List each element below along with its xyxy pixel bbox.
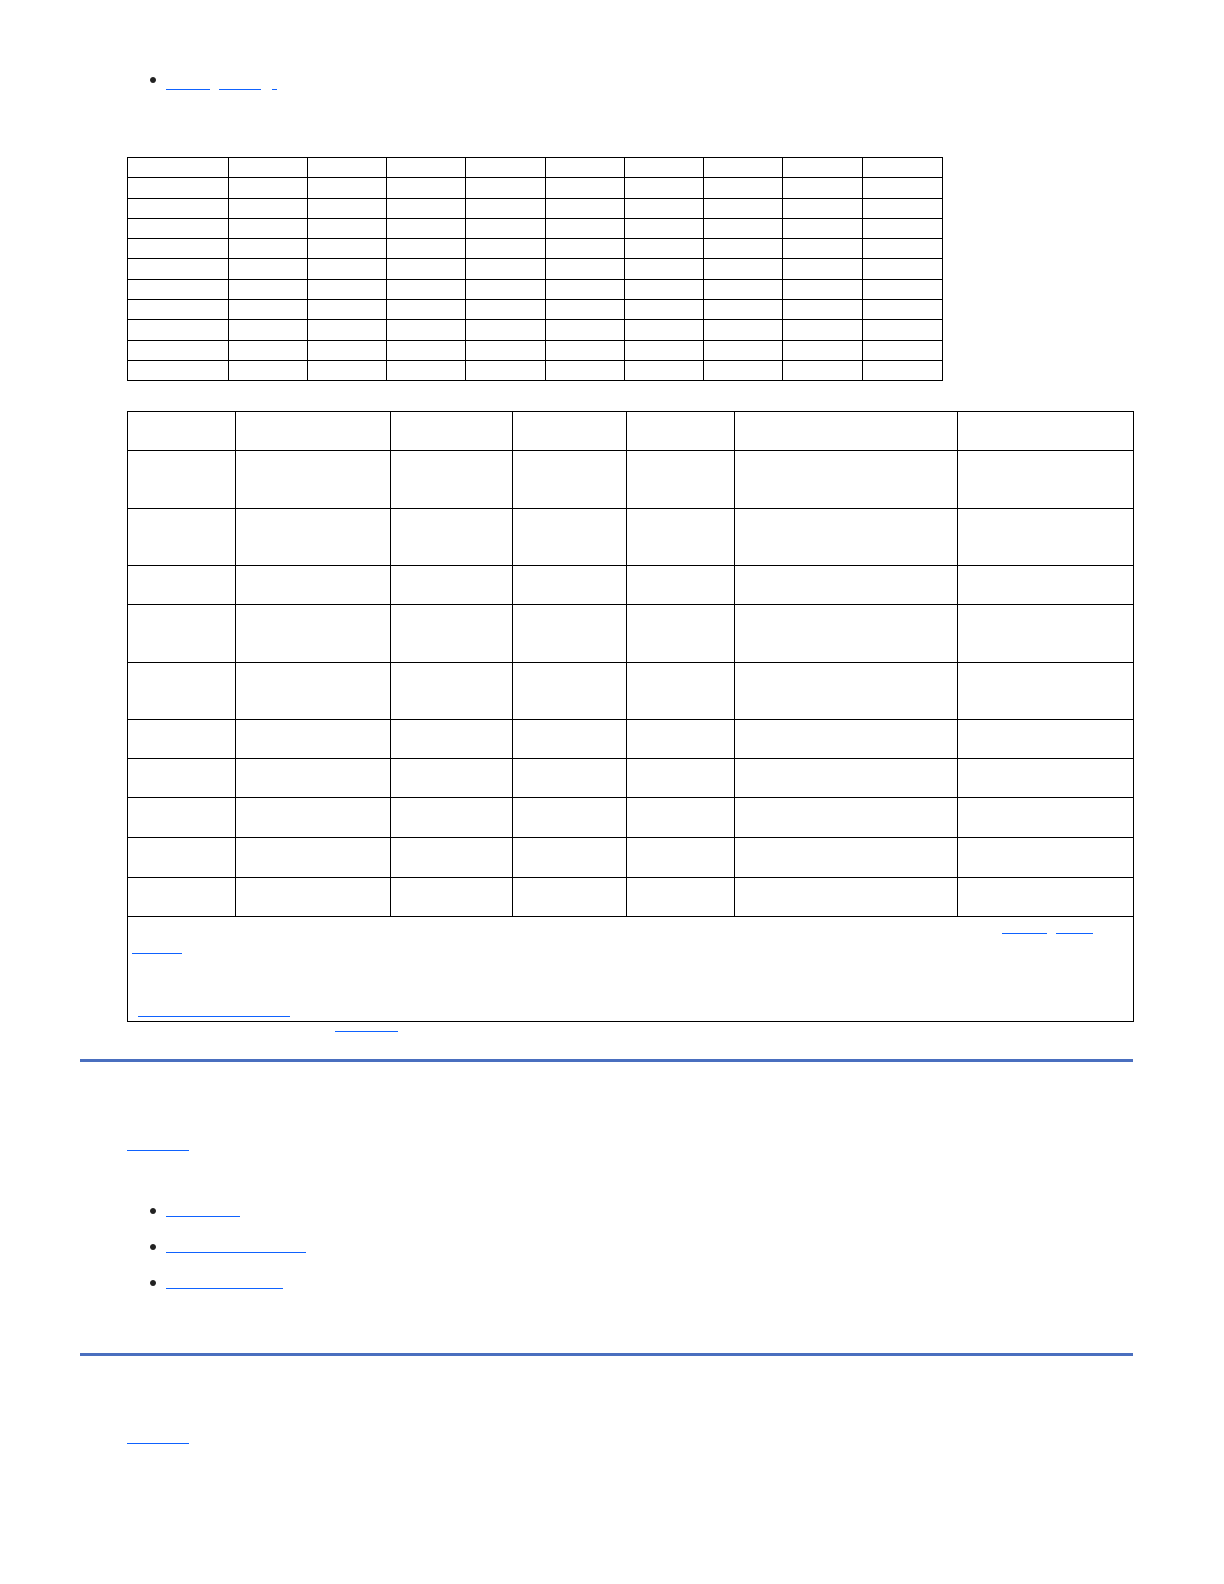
table-cell <box>783 158 863 178</box>
table-cell <box>128 605 236 663</box>
top-link-3[interactable] <box>272 75 277 90</box>
table-cell <box>735 605 958 663</box>
table-cell <box>958 798 1134 838</box>
table-cell <box>229 178 308 198</box>
table-cell <box>308 198 387 218</box>
table-cell <box>625 360 704 380</box>
table-row <box>128 300 943 320</box>
table-cell <box>863 360 943 380</box>
table-cell <box>229 279 308 299</box>
section2-heading-link[interactable] <box>127 1429 189 1444</box>
footnote-link-3[interactable] <box>132 939 182 954</box>
table-cell <box>466 300 546 320</box>
table-cell <box>704 259 783 279</box>
table-cell <box>735 566 958 605</box>
table-cell <box>783 178 863 198</box>
table-cell <box>466 178 546 198</box>
table-cell <box>958 509 1134 566</box>
table-cell <box>958 878 1134 917</box>
table-cell <box>128 158 229 178</box>
table-cell <box>863 259 943 279</box>
table-cell <box>627 798 735 838</box>
table-cell <box>466 158 546 178</box>
table-cell <box>513 605 627 663</box>
table-row <box>128 566 1134 605</box>
table-cell <box>229 320 308 340</box>
table-cell <box>513 663 627 720</box>
table-row <box>128 218 943 238</box>
table-cell <box>229 218 308 238</box>
table-header-cell <box>513 412 627 451</box>
table-row <box>128 509 1134 566</box>
table-row <box>128 360 943 380</box>
table-header-cell <box>236 412 391 451</box>
table-row <box>128 759 1134 798</box>
list-bullet <box>150 1244 156 1250</box>
table-cell <box>627 605 735 663</box>
table-cell <box>391 838 513 878</box>
table-cell <box>229 259 308 279</box>
table-cell <box>387 259 466 279</box>
table-cell <box>783 239 863 259</box>
table-cell <box>627 720 735 759</box>
table-cell <box>128 320 229 340</box>
table-cell <box>735 720 958 759</box>
table-header-cell <box>391 412 513 451</box>
table-cell <box>627 838 735 878</box>
table-row <box>128 720 1134 759</box>
section-divider <box>80 1059 1133 1062</box>
table-row <box>128 412 1134 451</box>
top-link-1[interactable] <box>166 75 210 90</box>
table-cell <box>236 566 391 605</box>
section1-list-link-3[interactable] <box>166 1274 283 1289</box>
table-cell <box>958 605 1134 663</box>
table-cell <box>863 158 943 178</box>
top-list-item <box>166 72 277 88</box>
table-cell <box>387 218 466 238</box>
table-cell <box>128 838 236 878</box>
table-cell <box>627 878 735 917</box>
table-cell <box>625 218 704 238</box>
table-cell <box>466 340 546 360</box>
table-cell <box>466 279 546 299</box>
table-cell <box>546 178 625 198</box>
table-cell <box>236 798 391 838</box>
table-cell <box>128 360 229 380</box>
table-cell <box>513 759 627 798</box>
table-footnote-row <box>128 917 1134 1022</box>
table-cell <box>513 838 627 878</box>
table-row <box>128 605 1134 663</box>
footnote-link-4[interactable] <box>138 1002 290 1017</box>
table-row <box>128 798 1134 838</box>
table-cell <box>128 279 229 299</box>
table-cell <box>128 878 236 917</box>
table-cell <box>735 451 958 509</box>
table-cell <box>236 838 391 878</box>
table-cell <box>387 178 466 198</box>
table-cell <box>236 878 391 917</box>
table-row <box>128 663 1134 720</box>
table-cell <box>863 178 943 198</box>
table-cell <box>308 320 387 340</box>
table-cell <box>128 218 229 238</box>
table-cell <box>783 279 863 299</box>
table-cell <box>863 218 943 238</box>
table-cell <box>627 663 735 720</box>
table-cell <box>625 340 704 360</box>
table-cell <box>863 320 943 340</box>
table-cell <box>466 320 546 340</box>
table-cell <box>735 838 958 878</box>
table-cell <box>546 300 625 320</box>
table-cell <box>229 239 308 259</box>
table-cell <box>863 279 943 299</box>
table-cell <box>391 878 513 917</box>
table-cell <box>229 158 308 178</box>
table-cell <box>863 340 943 360</box>
table-cell <box>546 259 625 279</box>
table-cell <box>783 218 863 238</box>
table-cell <box>735 798 958 838</box>
section-divider <box>80 1353 1133 1356</box>
table-cell <box>958 838 1134 878</box>
table-cell <box>627 566 735 605</box>
table-cell <box>391 566 513 605</box>
table-row <box>128 158 943 178</box>
table-cell <box>863 300 943 320</box>
top-link-2[interactable] <box>219 75 261 90</box>
table-row <box>128 259 943 279</box>
table-cell <box>387 320 466 340</box>
table-cell <box>128 178 229 198</box>
footnote-link-2[interactable] <box>1056 919 1093 934</box>
table-cell <box>391 605 513 663</box>
table-cell <box>391 798 513 838</box>
table-cell <box>625 300 704 320</box>
table-row <box>128 320 943 340</box>
table-cell <box>704 340 783 360</box>
table-cell <box>128 239 229 259</box>
table-cell <box>128 198 229 218</box>
table-cell <box>704 320 783 340</box>
table-cell <box>546 360 625 380</box>
table-cell <box>704 300 783 320</box>
table-cell <box>783 198 863 218</box>
table-cell <box>704 178 783 198</box>
table-cell <box>625 320 704 340</box>
table-cell <box>625 279 704 299</box>
table-cell <box>627 509 735 566</box>
table-cell <box>236 720 391 759</box>
footnote-link-1[interactable] <box>1002 919 1047 934</box>
table-cell <box>783 360 863 380</box>
table-cell <box>466 239 546 259</box>
table-header-cell <box>958 412 1134 451</box>
section1-heading-link[interactable] <box>127 1136 189 1151</box>
table-cell <box>128 259 229 279</box>
table-header-cell <box>627 412 735 451</box>
list-bullet <box>150 1280 156 1286</box>
table-row <box>128 340 943 360</box>
table-cell <box>128 759 236 798</box>
table-cell <box>513 509 627 566</box>
table-cell <box>236 759 391 798</box>
table-cell <box>387 158 466 178</box>
section1-list-link-2[interactable] <box>166 1238 306 1253</box>
table-cell <box>735 878 958 917</box>
table-cell <box>513 566 627 605</box>
data-table-2 <box>127 411 1134 1022</box>
table-cell <box>958 720 1134 759</box>
table-cell <box>128 509 236 566</box>
table-cell <box>958 663 1134 720</box>
table-cell <box>466 259 546 279</box>
table-cell <box>735 663 958 720</box>
table-cell <box>546 198 625 218</box>
table-cell <box>391 663 513 720</box>
table-cell <box>229 360 308 380</box>
table-header-cell <box>128 412 236 451</box>
table-cell <box>391 720 513 759</box>
table-cell <box>466 198 546 218</box>
table-cell <box>308 218 387 238</box>
table-cell <box>308 239 387 259</box>
table-cell <box>704 360 783 380</box>
list-bullet <box>150 77 156 83</box>
data-table-1 <box>127 157 943 381</box>
table-cell <box>308 340 387 360</box>
table-cell <box>308 158 387 178</box>
table-cell <box>513 720 627 759</box>
table-cell <box>735 509 958 566</box>
table-cell <box>783 320 863 340</box>
table-row <box>128 838 1134 878</box>
table-cell <box>387 300 466 320</box>
table-cell <box>128 566 236 605</box>
table-cell <box>391 451 513 509</box>
table-row <box>128 451 1134 509</box>
table-cell <box>546 279 625 299</box>
table-cell <box>513 878 627 917</box>
after-table-link[interactable] <box>335 1017 398 1032</box>
table-row <box>128 239 943 259</box>
table-cell <box>863 239 943 259</box>
table-cell <box>863 198 943 218</box>
table-row <box>128 178 943 198</box>
table-cell <box>387 198 466 218</box>
table-cell <box>783 300 863 320</box>
table-cell <box>236 663 391 720</box>
table-cell <box>625 239 704 259</box>
table-cell <box>958 451 1134 509</box>
table-cell <box>128 340 229 360</box>
table-cell <box>704 239 783 259</box>
table-cell <box>513 451 627 509</box>
table-cell <box>625 158 704 178</box>
table-cell <box>128 720 236 759</box>
table-cell <box>627 451 735 509</box>
table-cell <box>546 158 625 178</box>
table-cell <box>308 178 387 198</box>
table-cell <box>704 198 783 218</box>
table-cell <box>391 509 513 566</box>
section1-list-link-1[interactable] <box>166 1202 240 1217</box>
list-bullet <box>150 1208 156 1214</box>
table-cell <box>546 320 625 340</box>
table-cell <box>229 340 308 360</box>
table-cell <box>308 259 387 279</box>
table-cell <box>387 239 466 259</box>
table-cell <box>229 198 308 218</box>
table-cell <box>128 798 236 838</box>
table-cell <box>236 451 391 509</box>
table-cell <box>546 239 625 259</box>
table-cell <box>625 178 704 198</box>
table-header-cell <box>735 412 958 451</box>
table-cell <box>308 279 387 299</box>
table-cell <box>958 759 1134 798</box>
table-cell <box>387 340 466 360</box>
table-row <box>128 878 1134 917</box>
table-cell <box>308 360 387 380</box>
table-cell <box>236 509 391 566</box>
table-cell <box>625 259 704 279</box>
table-cell <box>704 158 783 178</box>
table-cell <box>229 300 308 320</box>
table-cell <box>128 300 229 320</box>
table-cell <box>466 360 546 380</box>
table-cell <box>513 798 627 838</box>
table-cell <box>466 218 546 238</box>
table-cell <box>546 218 625 238</box>
table-cell <box>783 259 863 279</box>
table-cell <box>128 451 236 509</box>
table-row <box>128 198 943 218</box>
table-cell <box>546 340 625 360</box>
table-cell <box>627 759 735 798</box>
table-cell <box>704 218 783 238</box>
table-cell <box>236 605 391 663</box>
table-cell <box>387 360 466 380</box>
table-cell <box>391 759 513 798</box>
table-cell <box>625 198 704 218</box>
table-cell <box>387 279 466 299</box>
table-footnote-cell <box>128 917 1134 1022</box>
table-cell <box>128 663 236 720</box>
table-cell <box>958 566 1134 605</box>
table-row <box>128 279 943 299</box>
table-cell <box>704 279 783 299</box>
table-cell <box>735 759 958 798</box>
table-cell <box>308 300 387 320</box>
table-cell <box>783 340 863 360</box>
